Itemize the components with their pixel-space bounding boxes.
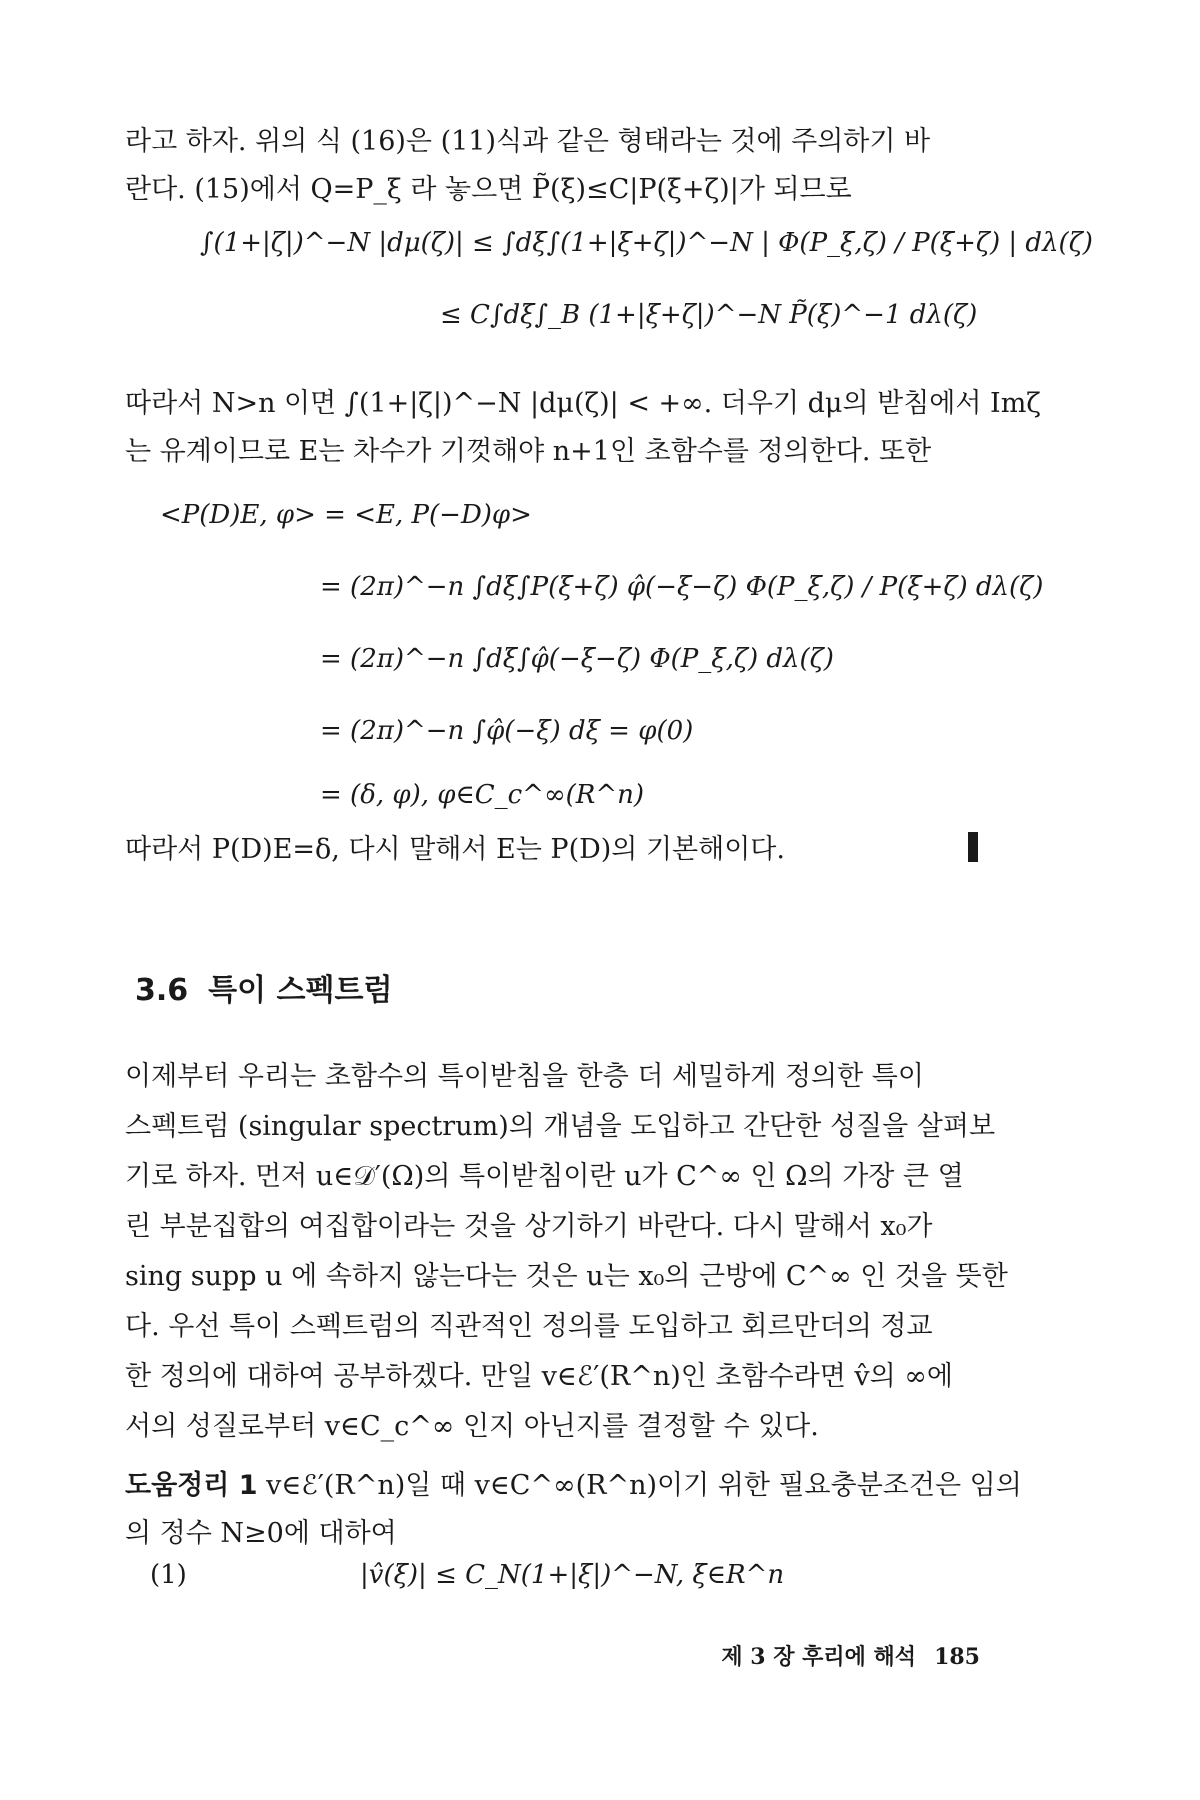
equation-line: = (2π)^−n ∫dξ∫φ̂(−ξ−ζ) Φ(P_ξ,ζ) dλ(ζ) (320, 644, 834, 674)
lemma-text: v∈ℰ′(R^n)일 때 v∈C^∞(R^n)이기 위한 필요충분조건은 임의 (266, 1470, 1022, 1501)
section-title: 특이 스펙트럼 (208, 973, 393, 1008)
text-line: 는 유계이므로 E는 차수가 기껏해야 n+1인 초함수를 정의한다. 또한 (125, 436, 932, 467)
text-line: 기로 하자. 먼저 u∈𝒟′(Ω)의 특이받침이란 u가 C^∞ 인 Ω의 가장 큰 열 (125, 1161, 964, 1192)
text-line: 다. 우선 특이 스펙트럼의 직관적인 정의를 도입하고 회르만더의 정교 (125, 1311, 933, 1342)
conclusion-line (125, 826, 1005, 874)
text-line: 따라서 P(D)E=δ, 다시 말해서 E는 P(D)의 기본해이다. (125, 834, 785, 865)
equation-line: ≤ C∫dξ∫_B (1+|ξ+ζ|)^−N P̃(ξ)^−1 dλ(ζ) (440, 300, 978, 330)
section-heading (135, 965, 392, 1009)
text-line: 서의 성질로부터 v∈C_c^∞ 인지 아닌지를 결정할 수 있다. (125, 1411, 819, 1442)
equation-line: = (δ, φ), φ∈C_c^∞(R^n) (320, 780, 644, 810)
lemma-label: 도움정리 1 (125, 1470, 258, 1501)
intro-paragraph (125, 118, 1005, 214)
section-number: 3.6 (135, 973, 189, 1008)
text-line: 의 정수 N≥0에 대하여 (125, 1518, 397, 1549)
equation-line: <P(D)E, φ> = <E, P(−D)φ> (160, 500, 532, 530)
equation-line: ∫(1+|ζ|)^−N |dμ(ζ)| ≤ ∫dξ∫(1+|ξ+ζ|)^−N | Φ(P_ξ,ζ) / P(ξ+ζ) | dλ(ζ) (200, 228, 1093, 258)
equation-line: = (2π)^−n ∫dξ∫P(ξ+ζ) φ̂(−ξ−ζ) Φ(P_ξ,ζ) / P(ξ+ζ) dλ(ζ) (320, 572, 1044, 602)
text-line: 린 부분집합의 여집합이라는 것을 상기하기 바란다. 다시 말해서 x₀가 (125, 1211, 933, 1242)
page-footer (721, 1640, 980, 1671)
text-line: 따라서 N>n 이면 ∫(1+|ζ|)^−N |dμ(ζ)| < +∞. 더우기 dμ의 받침에서 Imζ (125, 388, 1041, 419)
text-line: 라고 하자. 위의 식 (16)은 (11)식과 같은 형태라는 것에 주의하기 바 (125, 126, 931, 157)
middle-paragraph (125, 380, 1041, 476)
equation-line: |v̂(ξ)| ≤ C_N(1+|ξ|)^−N, ξ∈R^n (360, 1560, 785, 1590)
text-line: 란다. (15)에서 Q=P_ξ 라 놓으면 P̃(ξ)≤C|P(ξ+ζ)|가 되므로 (125, 174, 852, 205)
text-line: 스펙트럼 (singular spectrum)의 개념을 도입하고 간단한 성질을 살펴보 (125, 1111, 996, 1142)
text-line: 이제부터 우리는 초함수의 특이받침을 한층 더 세밀하게 정의한 특이 (125, 1061, 924, 1092)
text-line (125, 1462, 1022, 1510)
equation-number: (1) (150, 1560, 187, 1590)
section-paragraph (125, 1052, 1008, 1452)
equation-line: = (2π)^−n ∫φ̂(−ξ) dξ = φ(0) (320, 716, 694, 746)
lemma (125, 1462, 1022, 1558)
chapter-title: 제 3 장 후리에 해석 (721, 1644, 917, 1670)
page-number: 185 (934, 1644, 980, 1670)
qed-mark (968, 832, 978, 862)
text-line: 한 정의에 대하여 공부하겠다. 만일 v∈ℰ′(R^n)인 초함수라면 v̂의 ∞에 (125, 1361, 953, 1392)
text-line: sing supp u 에 속하지 않는다는 것은 u는 x₀의 근방에 C^∞ 인 것을 뜻한 (125, 1261, 1008, 1292)
